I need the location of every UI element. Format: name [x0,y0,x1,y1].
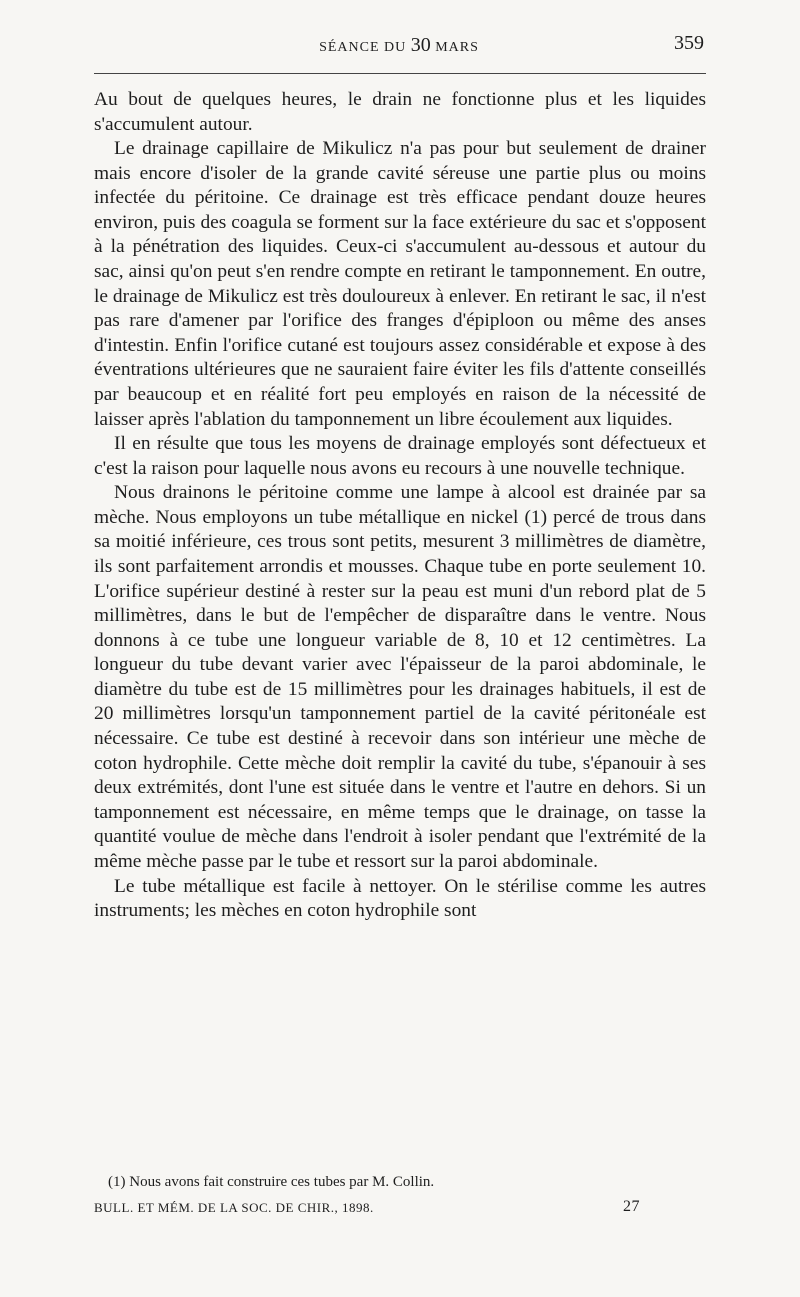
running-head-post: MARS [435,40,479,55]
paragraph: Au bout de quelques heures, le drain ne fonctionne plus et les liquides s'accumulent autour. [94,89,706,135]
signature-number: 27 [623,1198,640,1215]
paragraph: Le drainage capillaire de Mikulicz n'a pas pour but seulement de drainer mais encore d'isoler de la grande cavité séreuse une partie plus ou moins infectée du péritoine. Ce drainage est très efficace pendant douze heures environ, puis des coagula se forment sur la face extérieure du sac et s'opposent à la pénétration des liquides. Ceux-ci s'accumulent au-dessous et autour du sac, ainsi qu'on peut s'en rendre compte en retirant le tamponnement. En outre, le drainage de Mikulicz est très douloureux à enlever. En retirant le sac, il n'est pas rare d'amener par l'orifice des franges d'épiploon ou même des anses d'intestin. Enfin l'orifice cutané est toujours assez considérable et expose à des éventrations ultérieures que ne sauraient faire éviter les fils d'attente conseillés par beaucoup et en réalité fort peu employés en raison de la nécessité de laisser après l'ablation du tamponnement un libre écoulement aux liquides. [94,138,706,430]
body-text [94,88,706,924]
paragraph: Le tube métallique est facile à nettoyer. On le stérilise comme les autres instruments; les mèches en coton hydrophile sont [94,875,706,922]
paragraph: Nous drainons le péritoine comme une lampe à alcool est drainée par sa mèche. Nous employons un tube métallique en nickel (1) percé de trous dans sa moitié inférieure, ces trous sont petits, mesurent 3 millimètres de diamètre, ils sont parfaitement arrondis et mousses. Chaque tube en porte seulement 10. L'orifice supérieur destiné à rester sur la peau est muni d'un rebord plat de 5 millimètres, dans le but de l'empêcher de disparaître dans le ventre. Nous donnons à ce tube une longueur variable de 8, 10 et 12 centimètres. La longueur du tube devant varier avec l'épaisseur de la paroi abdominale, le diamètre du tube est de 15 millimètres pour les drainages habituels, il est de 20 millimètres lorsqu'un tamponnement partiel de la cavité péritonéale est nécessaire. Ce tube est destiné à recevoir dans son intérieur une mèche de coton hydrophile. Cette mèche doit remplir la cavité du tube, s'épanouir à ses deux extrémités, dont l'une est située dans le ventre et l'autre en dehors. Si un tamponnement est nécessaire, en même temps que le drainage, on tasse la quantité voulue de mèche dans l'endroit à isoler pendant que l'extrémité de la même mèche passe par le tube et ressort sur la paroi abdominale. [94,482,706,872]
page-number: 359 [674,32,704,54]
footnote: (1) Nous avons fait construire ces tubes par M. Collin. [108,1174,435,1190]
signature-text: BULL. ET MÉM. DE LA SOC. DE CHIR., 1898. [94,1200,374,1215]
page-header [94,30,704,60]
header-rule [94,73,706,74]
signature-line [94,1200,640,1216]
running-head-date: 30 [410,34,431,56]
paragraph: Il en résulte que tous les moyens de drainage employés sont défectueux et c'est la raison pour laquelle nous avons eu recours à une nouvelle technique. [94,433,706,479]
running-head-pre: SÉANCE DU [319,40,407,55]
running-head [94,34,704,57]
